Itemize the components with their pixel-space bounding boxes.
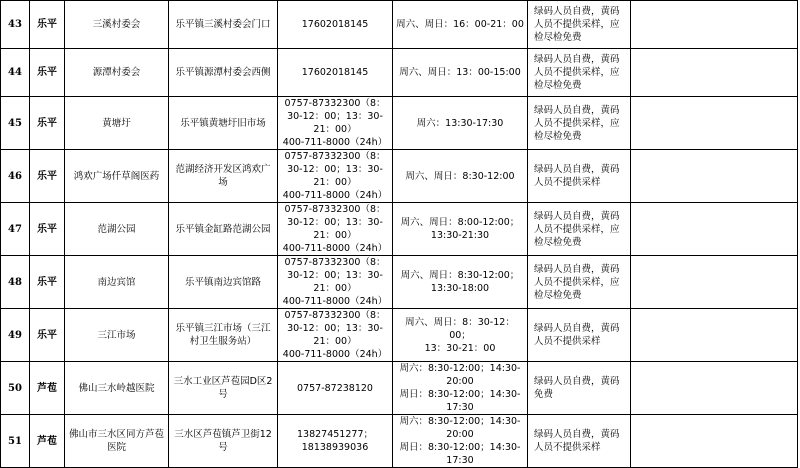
site-name: 南边宾馆 — [65, 256, 169, 309]
payment-note: 绿码人员自费，黄码人员不提供采样，应检尽检免费 — [528, 97, 631, 150]
table-row — [1, 415, 798, 468]
table-row — [1, 150, 798, 203]
table-row — [1, 1, 798, 49]
table-body — [1, 1, 798, 468]
table-row — [1, 97, 798, 150]
service-hours: 周六、周日：8：30-12：00； 13：30-21：00 — [393, 309, 528, 362]
payment-note: 绿码人员自费，黄码人员不提供采样 — [528, 309, 631, 362]
empty-cell — [631, 362, 798, 415]
empty-cell — [631, 150, 798, 203]
empty-cell — [631, 309, 798, 362]
town-name: 乐平 — [30, 49, 65, 97]
row-number: 47 — [1, 203, 30, 256]
site-name: 黄塘圩 — [65, 97, 169, 150]
contact-phone: 0757-87332300（8：30-12：00；13：30-21：00） 400-711-8000（24h） — [278, 309, 393, 362]
town-name: 乐平 — [30, 150, 65, 203]
service-hours: 周六：8:30-12:00；14:30-20:00 周日：8:30-12:00；14:30-17:30 — [393, 415, 528, 468]
site-address: 乐平镇黄塘圩旧市场 — [169, 97, 278, 150]
row-number: 46 — [1, 150, 30, 203]
site-address: 三水工业区芦苞园D区2号 — [169, 362, 278, 415]
service-hours: 周六、周日：8:30-12:00； 13:30-18:00 — [393, 256, 528, 309]
contact-phone: 0757-87332300（8：30-12：00；13：30-21：00） 400-711-8000（24h） — [278, 256, 393, 309]
town-name: 乐平 — [30, 256, 65, 309]
contact-phone: 17602018145 — [278, 49, 393, 97]
contact-phone: 0757-87332300（8：30-12：00；13：30-21：00） 400-711-8000（24h） — [278, 150, 393, 203]
site-name: 鸿欢广场仟草阁医药 — [65, 150, 169, 203]
row-number: 45 — [1, 97, 30, 150]
site-address: 乐平镇三江市场（三江村卫生服务站） — [169, 309, 278, 362]
contact-phone: 0757-87332300（8：30-12：00；13：30-21：00） 400-711-8000（24h） — [278, 97, 393, 150]
site-name: 佛山三水岭越医院 — [65, 362, 169, 415]
table-row — [1, 203, 798, 256]
contact-phone: 13827451277； 18138939036 — [278, 415, 393, 468]
site-address: 乐平镇金缸路范湖公园 — [169, 203, 278, 256]
row-number: 51 — [1, 415, 30, 468]
payment-note: 绿码人员自费，黄码人员不提供采样，应检尽检免费 — [528, 1, 631, 49]
table-row — [1, 362, 798, 415]
site-address: 乐平镇三溪村委会门口 — [169, 1, 278, 49]
contact-phone: 17602018145 — [278, 1, 393, 49]
empty-cell — [631, 256, 798, 309]
empty-cell — [631, 1, 798, 49]
site-address: 乐平镇源潭村委会西侧 — [169, 49, 278, 97]
site-name: 三溪村委会 — [65, 1, 169, 49]
payment-note: 绿码人员自费，黄码人员不提供采样，应检尽检免费 — [528, 49, 631, 97]
row-number: 49 — [1, 309, 30, 362]
row-number: 48 — [1, 256, 30, 309]
site-address: 乐平镇南边宾馆路 — [169, 256, 278, 309]
payment-note: 绿码人员自费，黄码免费 — [528, 362, 631, 415]
empty-cell — [631, 97, 798, 150]
town-name: 芦苞 — [30, 362, 65, 415]
town-name: 乐平 — [30, 1, 65, 49]
town-name: 乐平 — [30, 203, 65, 256]
row-number: 44 — [1, 49, 30, 97]
service-hours: 周六：8:30-12:00；14:30-20:00 周日：8:30-12:00；14:30-17:30 — [393, 362, 528, 415]
payment-note: 绿码人员自费，黄码人员不提供采样，应检尽检免费 — [528, 256, 631, 309]
table-row — [1, 49, 798, 97]
service-hours: 周六、周日：13：00-15:00 — [393, 49, 528, 97]
row-number: 50 — [1, 362, 30, 415]
town-name: 乐平 — [30, 309, 65, 362]
contact-phone: 0757-87238120 — [278, 362, 393, 415]
site-name: 佛山市三水区同方芦苞医院 — [65, 415, 169, 468]
site-address: 三水区芦苞镇芦卫街12号 — [169, 415, 278, 468]
service-hours: 周六、周日：16：00-21：00 — [393, 1, 528, 49]
site-name: 源潭村委会 — [65, 49, 169, 97]
service-hours: 周六、周日：8:30-12:00 — [393, 150, 528, 203]
row-number: 43 — [1, 1, 30, 49]
table-row — [1, 309, 798, 362]
service-hours: 周六、周日：8:00-12:00； 13:30-21:30 — [393, 203, 528, 256]
service-hours: 周六：13:30-17:30 — [393, 97, 528, 150]
site-name: 三江市场 — [65, 309, 169, 362]
table-row — [1, 256, 798, 309]
town-name: 乐平 — [30, 97, 65, 150]
contact-phone: 0757-87332300（8：30-12：00；13：30-21：00） 400-711-8000（24h） — [278, 203, 393, 256]
empty-cell — [631, 203, 798, 256]
town-name: 芦苞 — [30, 415, 65, 468]
empty-cell — [631, 49, 798, 97]
payment-note: 绿码人员自费，黄码人员不提供采样，应检尽检免费 — [528, 203, 631, 256]
payment-note: 绿码人员自费，黄码人员不提供采样 — [528, 415, 631, 468]
payment-note: 绿码人员自费，黄码人员不提供采样 — [528, 150, 631, 203]
site-name: 范湖公园 — [65, 203, 169, 256]
site-address: 范湖经济开发区鸿欢广场 — [169, 150, 278, 203]
empty-cell — [631, 415, 798, 468]
